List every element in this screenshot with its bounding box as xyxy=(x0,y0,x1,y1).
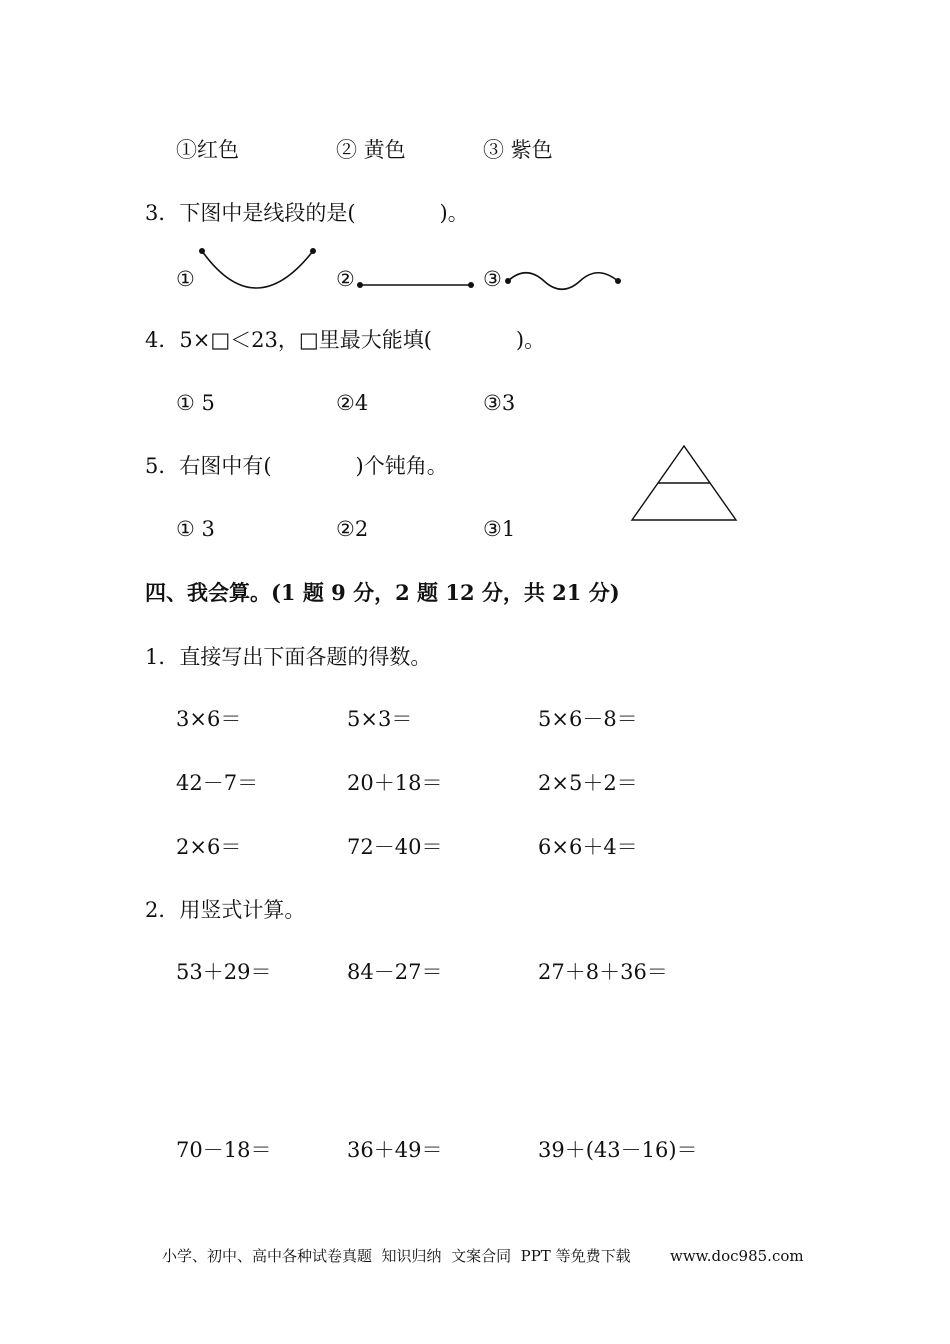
q3-option-1: ① xyxy=(176,267,195,291)
q4-option-2: ②4 xyxy=(336,391,369,415)
q3-question: 3．下图中是线段的是( )。 xyxy=(145,201,469,225)
q4-option-3: ③3 xyxy=(483,391,516,415)
q4-question: 4．5×□＜23，□里最大能填( )。 xyxy=(145,328,546,352)
calc-item: 20＋18＝ xyxy=(347,771,443,795)
part2-title: 2．用竖式计算。 xyxy=(145,898,306,922)
vertical-calc-item: 84－27＝ xyxy=(347,960,443,984)
calc-item: 5×3＝ xyxy=(347,707,413,731)
triangle-figure xyxy=(632,446,736,520)
q2-option-1: ①红色 xyxy=(176,138,239,162)
calc-item: 6×6＋4＝ xyxy=(538,835,638,859)
q3-option-3: ③ xyxy=(483,267,502,291)
footer-url[interactable]: www.doc985.com xyxy=(670,1247,804,1265)
q2-option-2: ② 黄色 xyxy=(336,138,406,162)
q5-option-2: ②2 xyxy=(336,517,369,541)
calc-item: 3×6＝ xyxy=(176,707,242,731)
calc-item: 2×5＋2＝ xyxy=(538,771,638,795)
q5-option-3: ③1 xyxy=(483,517,516,541)
q3-option-2: ② xyxy=(336,267,355,291)
q2-option-3: ③ 紫色 xyxy=(483,138,553,162)
calc-item: 42－7＝ xyxy=(176,771,259,795)
part1-title: 1．直接写出下面各题的得数。 xyxy=(145,645,432,669)
q4-option-1: ① 5 xyxy=(176,391,215,415)
q5-question: 5．右图中有( )个钝角。 xyxy=(145,454,448,478)
vertical-calc-item: 39＋(43－16)＝ xyxy=(538,1138,698,1162)
q5-option-1: ① 3 xyxy=(176,517,215,541)
arc-figure xyxy=(199,248,316,288)
line-segment-figure xyxy=(357,282,474,288)
vertical-calc-item: 36＋49＝ xyxy=(347,1138,443,1162)
wavy-line-figure xyxy=(505,273,621,290)
vertical-calc-item: 53＋29＝ xyxy=(176,960,272,984)
footer-text: 小学、初中、高中各种试卷真题 知识归纳 文案合同 PPT 等免费下载 xyxy=(162,1247,631,1265)
vertical-calc-item: 27＋8＋36＝ xyxy=(538,960,668,984)
vertical-calc-item: 70－18＝ xyxy=(176,1138,272,1162)
calc-item: 2×6＝ xyxy=(176,835,242,859)
section-heading: 四、我会算。(1 题 9 分，2 题 12 分，共 21 分) xyxy=(145,580,620,605)
calc-item: 72－40＝ xyxy=(347,835,443,859)
calc-item: 5×6－8＝ xyxy=(538,707,638,731)
